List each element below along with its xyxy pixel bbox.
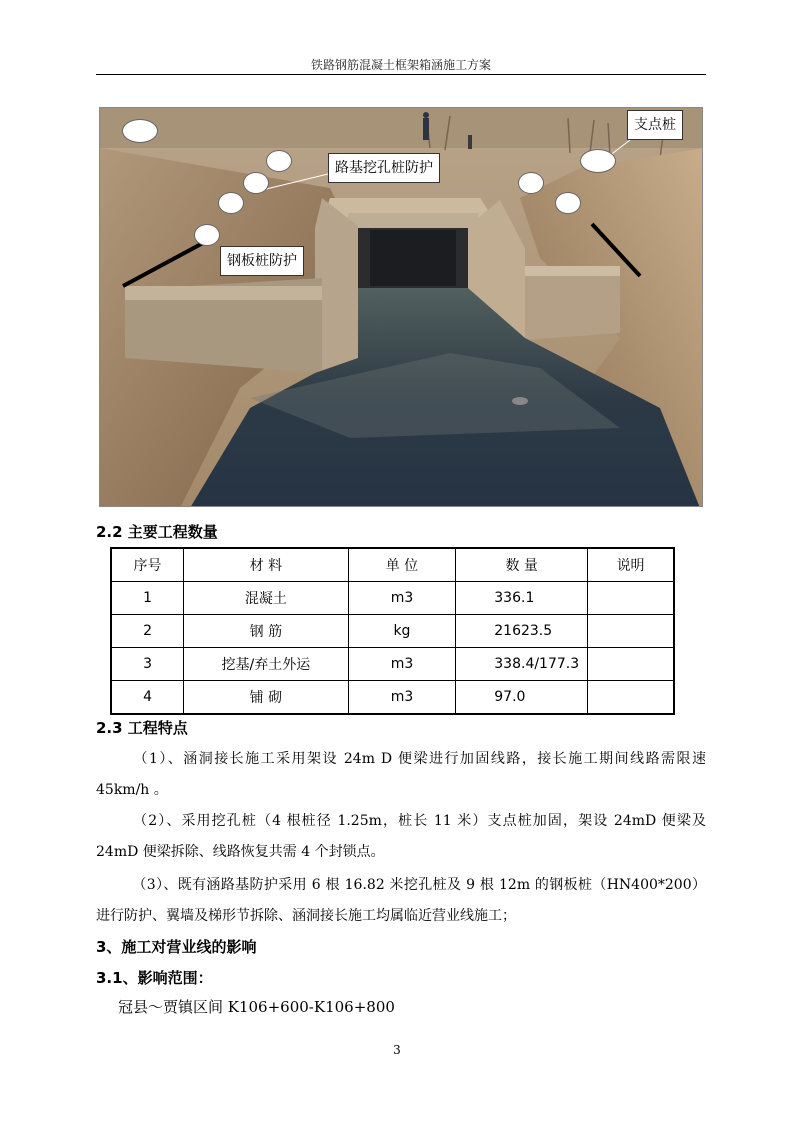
- cell-no: 4: [111, 681, 184, 715]
- cell-quantity: 338.4/177.3: [456, 648, 588, 681]
- section-3-heading: 3、施工对营业线的影响: [96, 938, 257, 956]
- pile-marker: [243, 172, 269, 194]
- col-header-note: 说明: [588, 548, 674, 582]
- pile-marker: [122, 119, 158, 143]
- pile-marker: [518, 172, 544, 194]
- paragraph-3: [96, 870, 706, 932]
- cell-unit: m3: [348, 648, 456, 681]
- cell-quantity: 336.1: [456, 582, 588, 615]
- section-3-1-heading: 3.1、影响范围：: [96, 969, 213, 987]
- cell-material: 铺 砌: [184, 681, 349, 715]
- col-header-no: 序号: [111, 548, 184, 582]
- cell-note: [588, 582, 674, 615]
- cell-no: 3: [111, 648, 184, 681]
- document-header-title: 铁路钢筋混凝土框架箱涵施工方案: [310, 58, 491, 72]
- label-roadbed-protection: 路基挖孔桩防护: [328, 153, 440, 183]
- quantity-table: [110, 547, 675, 715]
- cell-quantity: 97.0: [456, 681, 588, 715]
- table-row: [111, 681, 674, 715]
- paragraph-3-text: （3）、既有涵路基防护采用 6 根 16.82 米挖孔桩及 9 根 12m 的钢板桩（HN400*200）进行防护、翼墙及梯形节拆除、涵洞接长施工均属临近营业线施工；: [96, 877, 706, 924]
- paragraph-2-text: （2）、采用挖孔桩（4 根桩径 1.25m，桩长 11 米）支点桩加固，架设 24mD 便梁及 24mD 便梁拆除、线路恢复共需 4 个封锁点。: [96, 813, 706, 860]
- cell-note: [588, 681, 674, 715]
- cell-unit: m3: [348, 681, 456, 715]
- pile-marker: [555, 192, 581, 214]
- cell-material: 挖基/弃土外运: [184, 648, 349, 681]
- support-pile-marker: [580, 149, 616, 173]
- paragraph-2: [96, 806, 706, 868]
- cell-quantity: 21623.5: [456, 615, 588, 648]
- col-header-material: 材 料: [184, 548, 349, 582]
- pile-marker: [194, 224, 220, 246]
- label-support-pile: 支点桩: [627, 110, 683, 140]
- cell-unit: m3: [348, 582, 456, 615]
- paragraph-1-text: （1）、涵洞接长施工采用架设 24m D 便梁进行加固线路，接长施工期间线路需限速 45km/h 。: [96, 751, 706, 798]
- pile-marker: [218, 192, 244, 214]
- page-number: 3: [393, 1043, 401, 1057]
- cell-no: 2: [111, 615, 184, 648]
- cell-material: 混凝土: [184, 582, 349, 615]
- cell-no: 1: [111, 582, 184, 615]
- table-row: [111, 615, 674, 648]
- table-header-row: [111, 548, 674, 582]
- cell-material: 钢 筋: [184, 615, 349, 648]
- cell-unit: kg: [348, 615, 456, 648]
- header-rule: [96, 74, 706, 75]
- cell-note: [588, 615, 674, 648]
- table-row: [111, 648, 674, 681]
- col-header-unit: 单 位: [348, 548, 456, 582]
- impact-scope-text: 冠县～贾镇区间 K106+600-K106+800: [118, 998, 395, 1016]
- section-2-3-heading: 2.3 工程特点: [96, 719, 188, 737]
- col-header-quantity: 数 量: [456, 548, 588, 582]
- pile-marker: [266, 150, 292, 172]
- label-sheet-pile-protection: 钢板桩防护: [220, 246, 304, 276]
- section-2-2-heading: 2.2 主要工程数量: [96, 523, 218, 541]
- table-row: [111, 582, 674, 615]
- cell-note: [588, 648, 674, 681]
- paragraph-1: [96, 744, 706, 806]
